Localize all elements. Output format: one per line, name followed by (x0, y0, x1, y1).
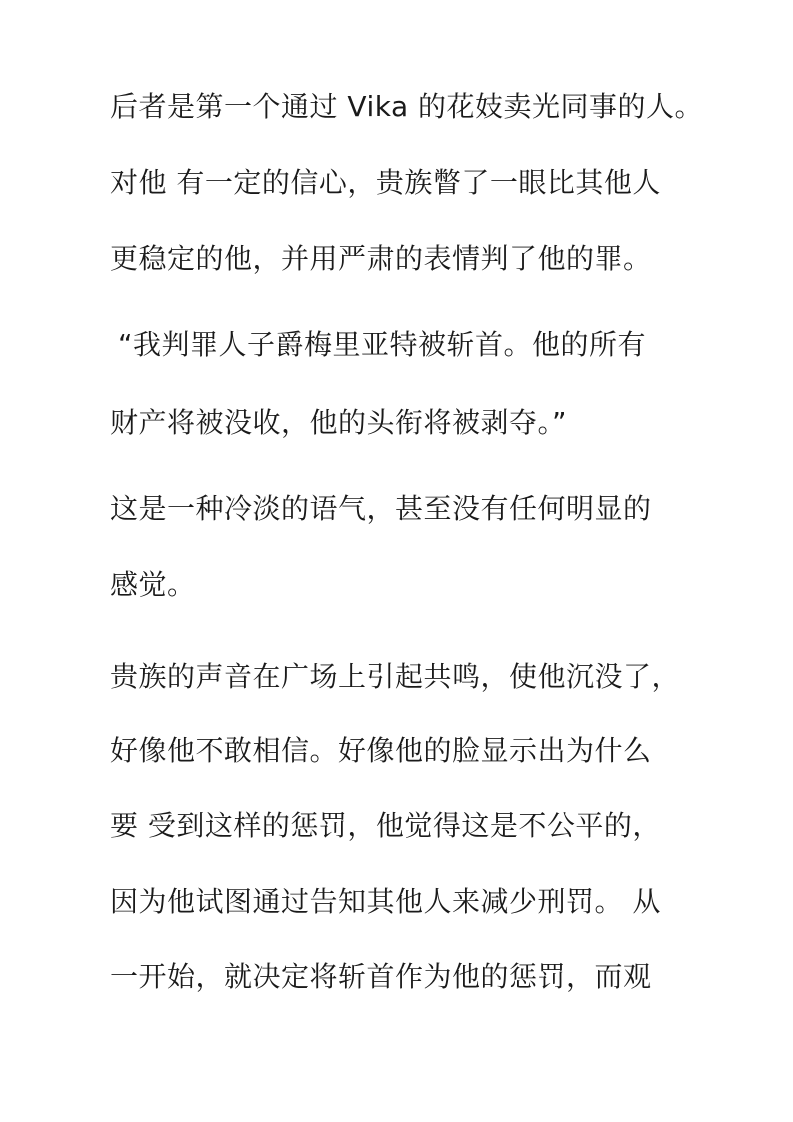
text-line: 感觉。 (110, 568, 196, 601)
text-line: 好像他不敢相信。好像他的脸显示出为什么 (110, 734, 652, 767)
text-line: 财产将被没收，他的头衔将被剥夺。” (110, 406, 568, 439)
text-line: 后者是第一个通过 Vika 的花妓卖光同事的人。 (110, 90, 704, 123)
text-line: 要 受到这样的惩罚，他觉得这是不公平的， (110, 809, 661, 842)
text-line: 贵族的声音在广场上引起共鸣，使他沉没了， (110, 660, 681, 693)
text-line: “我判罪人子爵梅里亚特被斩首。他的所有 (118, 328, 647, 361)
text-line: 一开始，就决定将斩首作为他的惩罚，而观 (110, 960, 652, 993)
text-line: 更稳定的他，并用严肃的表情判了他的罪。 (110, 242, 652, 275)
text-line: 因为他试图通过告知其他人来减少刑罚。 从 (110, 885, 661, 918)
text-line: 这是一种冷淡的语气，甚至没有任何明显的 (110, 492, 652, 525)
text-line: 对他 有一定的信心，贵族瞥了一眼比其他人 (110, 166, 661, 199)
